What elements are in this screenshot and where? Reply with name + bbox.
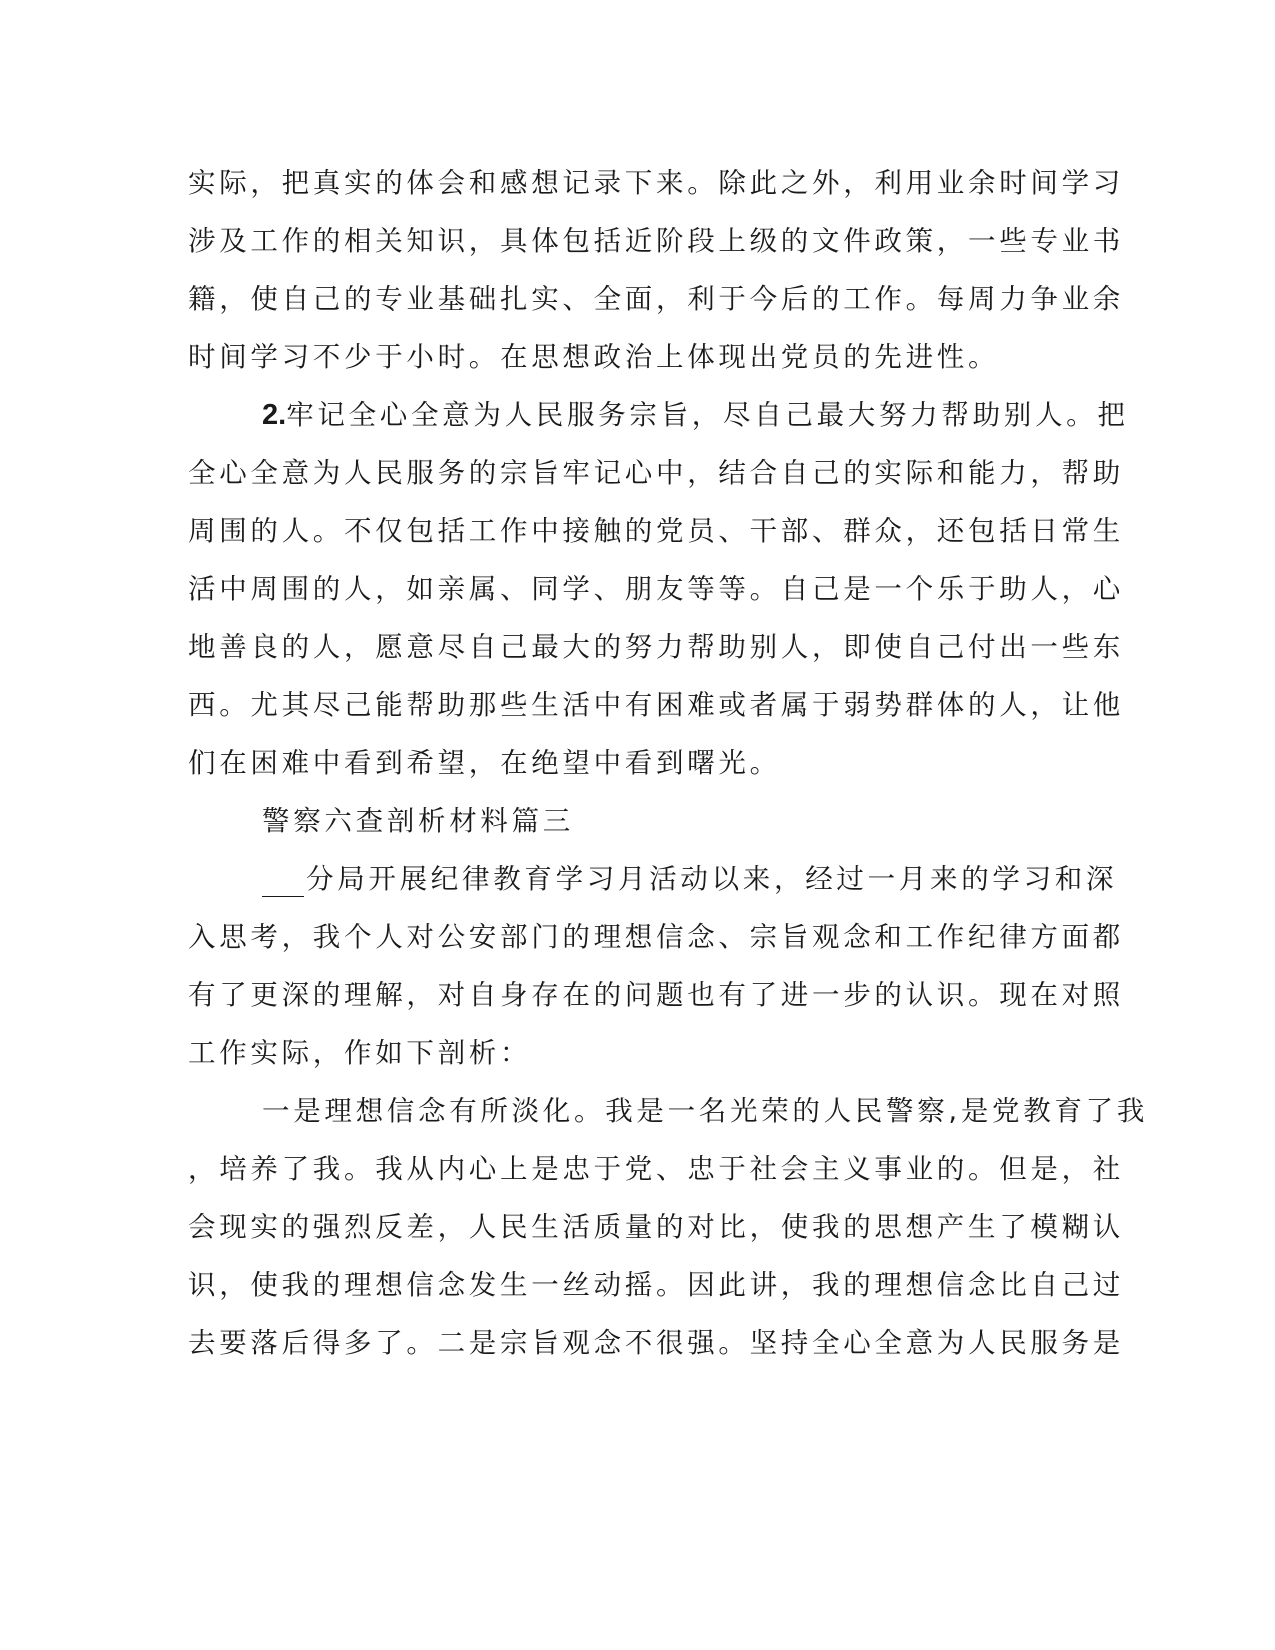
list-item-text: 牢记全心全意为人民服务宗旨，尽自己最大努力帮助别人。把 [286,399,1129,431]
section-heading: 警察六查剖析材料篇三 [262,805,574,837]
list-item-2 [262,397,1129,433]
text-line: 时间学习不少于小时。在思想政治上体现出党员的先进性。 [188,341,1000,373]
text-line: 涉及工作的相关知识，具体包括近阶段上级的文件政策，一些专业书 [188,225,1124,257]
text-line: 识，使我的理想信念发生一丝动摇。因此讲，我的理想信念比自己过 [188,1269,1124,1301]
text-line: 去要落后得多了。二是宗旨观念不很强。坚持全心全意为人民服务是 [188,1327,1124,1359]
text-line: 全心全意为人民服务的宗旨牢记心中，结合自己的实际和能力，帮助 [188,457,1124,489]
text-line: 实际，把真实的体会和感想记录下来。除此之外，利用业余时间学习 [188,167,1124,199]
blank-underline [262,866,304,897]
text-line: 籍，使自己的专业基础扎实、全面，利于今后的工作。每周力争业余 [188,283,1124,315]
text-line: 一是理想信念有所淡化。我是一名光荣的人民警察,是党教育了我 [262,1095,1149,1127]
list-number: 2. [262,399,287,431]
paragraph-start-line [262,861,1117,897]
text-line: 活中周围的人，如亲属、同学、朋友等等。自己是一个乐于助人，心 [188,573,1124,605]
text-line: ，培养了我。我从内心上是忠于党、忠于社会主义事业的。但是，社 [188,1153,1124,1185]
paragraph-start-text: 分局开展纪律教育学习月活动以来，经过一月来的学习和深 [306,863,1118,895]
text-line: 会现实的强烈反差，人民生活质量的对比，使我的思想产生了模糊认 [188,1211,1124,1243]
text-line: 西。尤其尽己能帮助那些生活中有困难或者属于弱势群体的人，让他 [188,689,1124,721]
text-line: 们在困难中看到希望，在绝望中看到曙光。 [188,747,781,779]
text-line: 地善良的人，愿意尽自己最大的努力帮助别人，即使自己付出一些东 [188,631,1124,663]
text-line: 有了更深的理解，对自身存在的问题也有了进一步的认识。现在对照 [188,979,1124,1011]
text-line: 周围的人。不仅包括工作中接触的党员、干部、群众，还包括日常生 [188,515,1124,547]
text-line: 工作实际，作如下剖析： [188,1037,532,1069]
text-line: 入思考，我个人对公安部门的理想信念、宗旨观念和工作纪律方面都 [188,921,1124,953]
